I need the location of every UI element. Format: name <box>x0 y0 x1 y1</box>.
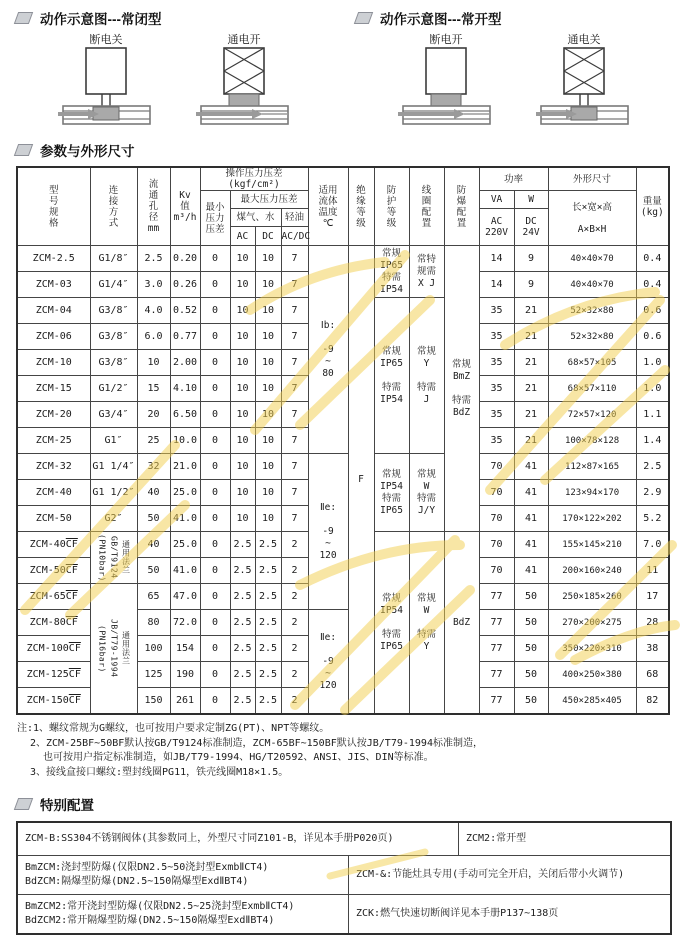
cell-min-pressure: 0 <box>200 532 230 558</box>
cell-va: 14 <box>479 246 514 272</box>
cell-oil: 7 <box>281 324 308 350</box>
cell-protection-block1: 常规 IP65 特需 IP54 <box>374 246 409 298</box>
cell-dc: 10 <box>255 454 281 480</box>
cell-va: 35 <box>479 350 514 376</box>
cell-model: ZCM-$65\overline{CF}$ <box>17 584 90 610</box>
cell-ac: 10 <box>230 428 255 454</box>
cell-w: 41 <box>514 506 548 532</box>
cell-oil: 7 <box>281 506 308 532</box>
cell-w: 21 <box>514 324 548 350</box>
spec-table <box>16 166 670 715</box>
cell-oil: 2 <box>281 688 308 715</box>
cell-bore: 80 <box>137 610 170 636</box>
cell-oil: 2 <box>281 610 308 636</box>
cell-kv: 72.0 <box>170 610 200 636</box>
cell-oil: 7 <box>281 246 308 272</box>
cell-va: 14 <box>479 272 514 298</box>
cell-temp-block2: Ⅱe: -9 ~ 120 <box>308 454 348 610</box>
cell-w: 21 <box>514 350 548 376</box>
cell-min-pressure: 0 <box>200 480 230 506</box>
table-row <box>17 454 669 480</box>
cell-dc: 2.5 <box>255 610 281 636</box>
cell-bore: 65 <box>137 584 170 610</box>
cell-kv: 0.52 <box>170 298 200 324</box>
cell-model: ZCM-40 <box>17 480 90 506</box>
cell-oil: 7 <box>281 272 308 298</box>
valve-figure-label: 断电关 <box>89 34 123 46</box>
cell-dim: 155×145×210 <box>548 532 636 558</box>
cell-dc: 2.5 <box>255 584 281 610</box>
cell-protection-block3: 常规 IP54 特需 IP65 <box>374 454 409 532</box>
cell-w: 41 <box>514 480 548 506</box>
cell-dim: 68×57×110 <box>548 376 636 402</box>
cell-insulation: F <box>348 246 374 715</box>
cell-ac: 2.5 <box>230 610 255 636</box>
diagram-group-normally-open <box>356 8 674 130</box>
diagram-closed-heading <box>16 8 334 28</box>
cell-bore: 25 <box>137 428 170 454</box>
cell-oil: 7 <box>281 350 308 376</box>
cell-dim: 450×285×405 <box>548 688 636 715</box>
cell-min-pressure: 0 <box>200 298 230 324</box>
cell-weight: 1.0 <box>636 376 669 402</box>
cell-ac: 2.5 <box>230 532 255 558</box>
cell-dim: 112×87×165 <box>548 454 636 480</box>
cell-model: ZCM-10 <box>17 350 90 376</box>
cell-va: 35 <box>479 402 514 428</box>
cell-connection: G3/8″ <box>90 350 137 376</box>
cell-dc: 2.5 <box>255 662 281 688</box>
cell-min-pressure: 0 <box>200 402 230 428</box>
cell-kv: 25.0 <box>170 480 200 506</box>
cell-connection: G1 1/4″ <box>90 454 137 480</box>
cell-va: 77 <box>479 610 514 636</box>
cell-temp-block1: Ⅰb: -9 ~ 80 <box>308 246 348 454</box>
cell-va: 70 <box>479 558 514 584</box>
cell-bore: 100 <box>137 636 170 662</box>
valve-figure-deenergized-closed <box>58 29 154 130</box>
valve-figure-deenergized-open <box>398 29 494 130</box>
cell-model: ZCM-32 <box>17 454 90 480</box>
cell-w: 21 <box>514 402 548 428</box>
section-marker-icon <box>354 12 373 24</box>
special-config-cell: ZCM-&:节能灶具专用(手动可完全开启，关闭后带小火调节) <box>348 856 670 894</box>
cell-oil: 7 <box>281 376 308 402</box>
cell-dim: 40×40×70 <box>548 246 636 272</box>
cell-model: ZCM-$150\overline{CF}$ <box>17 688 90 715</box>
spec-section <box>16 140 680 715</box>
cell-kv: 154 <box>170 636 200 662</box>
cell-weight: 38 <box>636 636 669 662</box>
cell-w: 41 <box>514 532 548 558</box>
cell-model: ZCM-06 <box>17 324 90 350</box>
cell-dc: 10 <box>255 376 281 402</box>
cell-dc: 2.5 <box>255 532 281 558</box>
cell-bore: 125 <box>137 662 170 688</box>
col-header-dc24: DC 24V <box>514 209 548 246</box>
cell-dc: 2.5 <box>255 688 281 715</box>
cell-bore: 4.0 <box>137 298 170 324</box>
cell-bore: 10 <box>137 350 170 376</box>
cell-va: 77 <box>479 584 514 610</box>
cell-dim: 52×32×80 <box>548 298 636 324</box>
col-header-w: W <box>514 191 548 209</box>
cell-kv: 47.0 <box>170 584 200 610</box>
cell-bore: 50 <box>137 558 170 584</box>
col-header-light-oil: 轻油 <box>281 209 308 227</box>
cell-connection: G2″ <box>90 506 137 532</box>
cell-va: 35 <box>479 324 514 350</box>
table-row <box>17 246 669 272</box>
section-marker-icon <box>14 798 33 810</box>
col-header-min-pressure: 最小 压力 压差 <box>200 191 230 246</box>
cell-w: 9 <box>514 246 548 272</box>
cell-model: ZCM-$40\overline{CF}$ <box>17 532 90 558</box>
spec-heading <box>16 140 680 160</box>
cell-explosion-block1: 常规 BmZ 特需 BdZ <box>444 246 479 532</box>
cell-w: 9 <box>514 272 548 298</box>
col-header-coil: 线 圈 配 置 <box>409 167 444 246</box>
cell-oil: 7 <box>281 428 308 454</box>
section-marker-icon <box>14 12 33 24</box>
valve-schematic-open-plain-icon <box>398 47 494 125</box>
cell-dim: 200×160×240 <box>548 558 636 584</box>
cell-weight: 2.9 <box>636 480 669 506</box>
cell-min-pressure: 0 <box>200 454 230 480</box>
cell-min-pressure: 0 <box>200 610 230 636</box>
cell-weight: 68 <box>636 662 669 688</box>
cell-min-pressure: 0 <box>200 428 230 454</box>
cell-ac: 10 <box>230 480 255 506</box>
cell-va: 70 <box>479 480 514 506</box>
cell-dim: 400×250×380 <box>548 662 636 688</box>
cell-dim: 52×32×80 <box>548 324 636 350</box>
cell-connection: G3/8″ <box>90 298 137 324</box>
cell-coil-block3: 常规 W 特需 J/Y <box>409 454 444 532</box>
cell-ac: 10 <box>230 376 255 402</box>
cell-dc: 10 <box>255 506 281 532</box>
cell-ac: 10 <box>230 350 255 376</box>
cell-weight: 0.6 <box>636 298 669 324</box>
diagram-open-heading <box>356 8 674 28</box>
cell-ac: 10 <box>230 324 255 350</box>
cell-va: 77 <box>479 636 514 662</box>
cell-bore: 40 <box>137 480 170 506</box>
diagram-closed-title: 动作示意图---常闭型 <box>40 12 162 27</box>
cell-oil: 7 <box>281 454 308 480</box>
cell-dc: 10 <box>255 246 281 272</box>
col-header-weight: 重量 (kg) <box>636 167 669 246</box>
special-config-cell: ZCM-B:SS304不锈钢阀体(其参数同上，外型尺寸同Z101-B，详见本手册P020页) <box>25 833 394 844</box>
cell-min-pressure: 0 <box>200 272 230 298</box>
cell-ac: 2.5 <box>230 558 255 584</box>
cell-min-pressure: 0 <box>200 324 230 350</box>
col-header-va: VA <box>479 191 514 209</box>
cell-dc: 10 <box>255 402 281 428</box>
cell-weight: 17 <box>636 584 669 610</box>
cell-connection-flange1: 通用法兰 GB/T9124 (PN10bar) <box>90 532 137 584</box>
col-header-ac220: AC 220V <box>479 209 514 246</box>
cell-w: 21 <box>514 376 548 402</box>
cell-weight: 0.4 <box>636 246 669 272</box>
col-header-connection: 连 接 方 式 <box>90 167 137 246</box>
cell-weight: 82 <box>636 688 669 715</box>
col-header-temp: 适用 流体 温度 ℃ <box>308 167 348 246</box>
valve-figure-energized-open <box>196 29 292 130</box>
cell-ac: 10 <box>230 506 255 532</box>
cell-w: 50 <box>514 662 548 688</box>
cell-kv: 41.0 <box>170 558 200 584</box>
cell-kv: 4.10 <box>170 376 200 402</box>
col-header-dims: 外形尺寸 <box>548 167 636 191</box>
cell-model: ZCM-04 <box>17 298 90 324</box>
cell-model: ZCM-03 <box>17 272 90 298</box>
cell-min-pressure: 0 <box>200 558 230 584</box>
cell-ac: 10 <box>230 246 255 272</box>
special-config-cell: BmZCM:浇封型防爆(仅限DN2.5~50浇封型ExmbⅡCT4) BdZCM:隔爆型防爆(DN2.5~150隔爆型ExdⅡBT4) <box>25 862 269 887</box>
cell-kv: 21.0 <box>170 454 200 480</box>
cell-kv: 10.0 <box>170 428 200 454</box>
cell-ac: 10 <box>230 272 255 298</box>
cell-dim: 350×220×310 <box>548 636 636 662</box>
cell-weight: 5.2 <box>636 506 669 532</box>
cell-protection-block4: 常规 IP54 特需 IP65 <box>374 532 409 715</box>
cell-ac: 2.5 <box>230 662 255 688</box>
cell-connection: G3/4″ <box>90 402 137 428</box>
valve-figure-energized-closed <box>536 29 632 130</box>
cell-dim: 40×40×70 <box>548 272 636 298</box>
cell-dc: 10 <box>255 298 281 324</box>
cell-connection: G1/2″ <box>90 376 137 402</box>
cell-weight: 0.6 <box>636 324 669 350</box>
cell-oil: 2 <box>281 584 308 610</box>
cell-model: ZCM-25 <box>17 428 90 454</box>
cell-kv: 41.0 <box>170 506 200 532</box>
cell-connection: G1″ <box>90 428 137 454</box>
special-config-row <box>18 823 670 855</box>
cell-dc: 2.5 <box>255 636 281 662</box>
cell-weight: 0.4 <box>636 272 669 298</box>
cell-w: 50 <box>514 584 548 610</box>
cell-model: ZCM-$80\overline{CF}$ <box>17 610 90 636</box>
col-header-model: 型 号 规 格 <box>17 167 90 246</box>
cell-dim: 270×200×275 <box>548 610 636 636</box>
cell-min-pressure: 0 <box>200 636 230 662</box>
special-config-cell: ZCK:燃气快速切断阀详见本手册P137~138页 <box>348 895 670 933</box>
cell-kv: 6.50 <box>170 402 200 428</box>
cell-min-pressure: 0 <box>200 584 230 610</box>
col-header-power: 功率 <box>479 167 548 191</box>
cell-connection: G3/8″ <box>90 324 137 350</box>
cell-dc: 10 <box>255 350 281 376</box>
valve-schematic-closed-plain-icon <box>58 47 154 125</box>
col-header-ac: AC <box>230 227 255 246</box>
cell-model: ZCM-20 <box>17 402 90 428</box>
cell-coil-block4: 常规 W 特需 Y <box>409 532 444 715</box>
col-header-max-pressure: 最大压力压差 <box>230 191 308 209</box>
cell-kv: 2.00 <box>170 350 200 376</box>
cell-oil: 2 <box>281 662 308 688</box>
cell-coil-block2: 常规 Y 特需 J <box>409 298 444 454</box>
cell-ac: 2.5 <box>230 636 255 662</box>
cell-oil: 7 <box>281 298 308 324</box>
cell-oil: 7 <box>281 480 308 506</box>
special-config-cell: ZCM2:常开型 <box>458 823 670 855</box>
note-line: 也可按用户指定标准制造，如JB/T79-1994、HG/T20592、ANSI、JIS、DIN等标准。 <box>43 752 434 763</box>
cell-bore: 6.0 <box>137 324 170 350</box>
cell-weight: 28 <box>636 610 669 636</box>
cell-bore: 2.5 <box>137 246 170 272</box>
cell-kv: 261 <box>170 688 200 715</box>
cell-weight: 1.0 <box>636 350 669 376</box>
col-header-protection: 防 护 等 级 <box>374 167 409 246</box>
cell-protection-block2: 常规 IP65 特需 IP54 <box>374 298 409 454</box>
cell-w: 41 <box>514 454 548 480</box>
valve-figure-label: 通电关 <box>567 34 601 46</box>
special-config-row <box>18 855 670 894</box>
cell-va: 70 <box>479 532 514 558</box>
cell-connection: G1/4″ <box>90 272 137 298</box>
cell-dc: 10 <box>255 480 281 506</box>
cell-ac: 10 <box>230 402 255 428</box>
diagram-group-normally-closed <box>16 8 334 130</box>
cell-model: ZCM-15 <box>17 376 90 402</box>
cell-va: 70 <box>479 454 514 480</box>
valve-schematic-open-energized-icon <box>196 47 292 125</box>
cell-va: 35 <box>479 376 514 402</box>
valve-figure-label: 断电开 <box>429 34 463 46</box>
col-header-bore: 流 通 孔 径 mm <box>137 167 170 246</box>
cell-dc: 10 <box>255 272 281 298</box>
cell-oil: 2 <box>281 558 308 584</box>
cell-min-pressure: 0 <box>200 246 230 272</box>
cell-w: 21 <box>514 428 548 454</box>
cell-dim: 250×185×260 <box>548 584 636 610</box>
cell-kv: 0.26 <box>170 272 200 298</box>
spec-section-title: 参数与外形尺寸 <box>40 144 135 159</box>
cell-ac: 10 <box>230 298 255 324</box>
cell-bore: 3.0 <box>137 272 170 298</box>
cell-w: 21 <box>514 298 548 324</box>
col-header-insulation: 绝 缘 等 级 <box>348 167 374 246</box>
cell-bore: 32 <box>137 454 170 480</box>
cell-kv: 0.77 <box>170 324 200 350</box>
cell-kv: 190 <box>170 662 200 688</box>
cell-va: 35 <box>479 428 514 454</box>
cell-kv: 25.0 <box>170 532 200 558</box>
cell-min-pressure: 0 <box>200 350 230 376</box>
cell-dim: 68×57×105 <box>548 350 636 376</box>
cell-explosion-block2: BdZ <box>444 532 479 715</box>
cell-connection: G1 1/2″ <box>90 480 137 506</box>
cell-bore: 20 <box>137 402 170 428</box>
cell-model: ZCM-$50\overline{CF}$ <box>17 558 90 584</box>
cell-dim: 123×94×170 <box>548 480 636 506</box>
cell-min-pressure: 0 <box>200 662 230 688</box>
diagram-section <box>0 0 680 130</box>
note-line: 注:1、螺纹常规为G螺纹，也可按用户要求定制ZG(PT)、NPT等螺纹。 <box>17 723 330 734</box>
cell-dim: 170×122×202 <box>548 506 636 532</box>
cell-min-pressure: 0 <box>200 376 230 402</box>
col-header-kv: Kv 值 m³/h <box>170 167 200 246</box>
special-config-table <box>16 821 672 935</box>
cell-va: 77 <box>479 688 514 715</box>
cell-oil: 2 <box>281 636 308 662</box>
cell-kv: 0.20 <box>170 246 200 272</box>
section-marker-icon <box>14 144 33 156</box>
cell-model: ZCM-50 <box>17 506 90 532</box>
cell-w: 41 <box>514 558 548 584</box>
col-header-dc: DC <box>255 227 281 246</box>
valve-figure-label: 通电开 <box>227 34 261 46</box>
cell-oil: 2 <box>281 532 308 558</box>
cell-model: ZCM-2.5 <box>17 246 90 272</box>
col-header-explosion: 防 爆 配 置 <box>444 167 479 246</box>
cell-dc: 10 <box>255 324 281 350</box>
cell-bore: 50 <box>137 506 170 532</box>
cell-min-pressure: 0 <box>200 506 230 532</box>
note-line: 2、ZCM-25BF~50BF默认按GB/T9124标准制造，ZCM-65BF~150BF默认按JB/T79-1994标准制造， <box>30 737 483 749</box>
special-config-title: 特别配置 <box>40 798 94 813</box>
cell-coil-block1: 常特 规需 X J <box>409 246 444 298</box>
cell-w: 50 <box>514 688 548 715</box>
cell-weight: 2.5 <box>636 454 669 480</box>
cell-weight: 7.0 <box>636 532 669 558</box>
cell-connection-flange2: 通用法兰 JB/T79-1994 (PN16bar) <box>90 584 137 715</box>
special-config-cell: BmZCM2:常开浇封型防爆(仅限DN2.5~25浇封型ExmbⅡCT4) BdZCM2:常开隔爆型防爆(DN2.5~150隔爆型ExdⅡBT4) <box>25 901 295 926</box>
cell-weight: 1.4 <box>636 428 669 454</box>
cell-w: 50 <box>514 610 548 636</box>
special-config-heading <box>16 794 680 814</box>
cell-oil: 7 <box>281 402 308 428</box>
cell-va: 70 <box>479 506 514 532</box>
col-header-dims-sub: 长×宽×高 A×B×H <box>548 191 636 246</box>
cell-bore: 40 <box>137 532 170 558</box>
cell-dc: 10 <box>255 428 281 454</box>
col-header-gas-water: 煤气、水 <box>230 209 281 227</box>
cell-weight: 1.1 <box>636 402 669 428</box>
special-config-section <box>16 794 680 935</box>
cell-weight: 11 <box>636 558 669 584</box>
cell-model: ZCM-$125\overline{CF}$ <box>17 662 90 688</box>
cell-ac: 10 <box>230 454 255 480</box>
valve-schematic-closed-energized-icon <box>536 47 632 125</box>
cell-dim: 72×57×120 <box>548 402 636 428</box>
cell-ac: 2.5 <box>230 688 255 715</box>
notes-block <box>17 722 680 780</box>
cell-ac: 2.5 <box>230 584 255 610</box>
col-header-pressure-group: 操作压力压差(kgf/cm²) <box>200 167 308 191</box>
cell-model: ZCM-$100\overline{CF}$ <box>17 636 90 662</box>
diagram-open-title: 动作示意图---常开型 <box>380 12 502 27</box>
cell-va: 35 <box>479 298 514 324</box>
col-header-acdc: AC/DC <box>281 227 308 246</box>
cell-bore: 150 <box>137 688 170 715</box>
special-config-row <box>18 894 670 933</box>
note-line: 3、接线盒接口螺纹:塑封线圈PG11，铁壳线圈M18×1.5。 <box>30 766 289 778</box>
cell-w: 50 <box>514 636 548 662</box>
cell-connection: G1/8″ <box>90 246 137 272</box>
cell-bore: 15 <box>137 376 170 402</box>
cell-dc: 2.5 <box>255 558 281 584</box>
cell-temp-block3: Ⅱe: -9 ~ 120 <box>308 610 348 715</box>
cell-dim: 100×78×128 <box>548 428 636 454</box>
cell-min-pressure: 0 <box>200 688 230 715</box>
cell-va: 77 <box>479 662 514 688</box>
